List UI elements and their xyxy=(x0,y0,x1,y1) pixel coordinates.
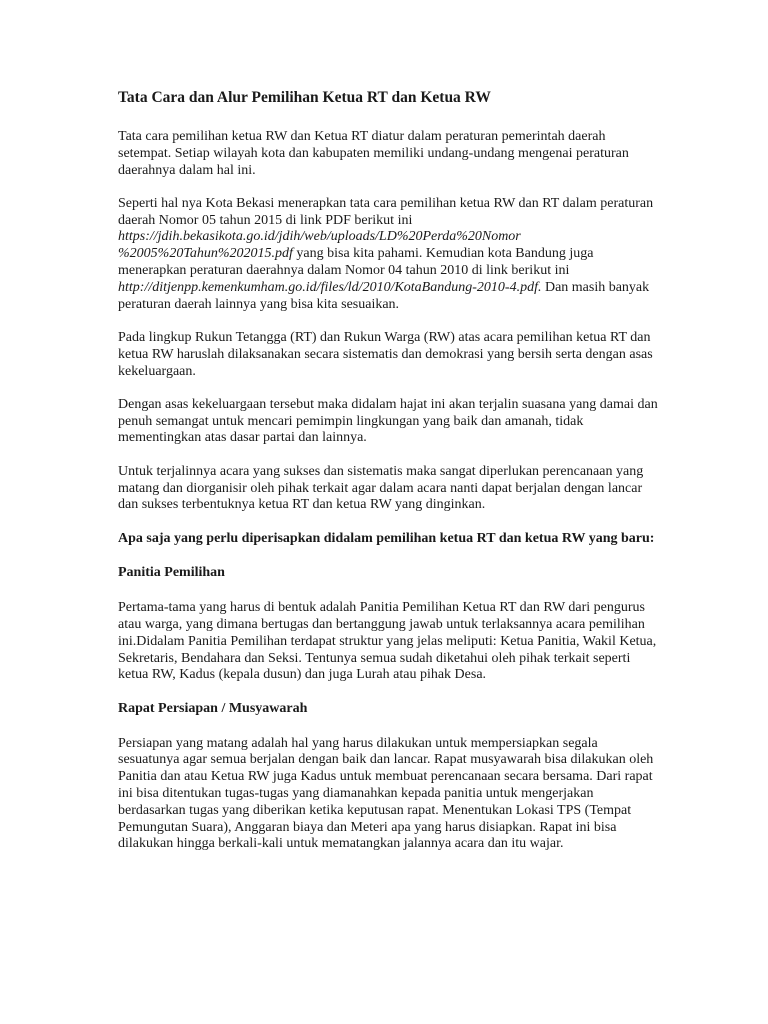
paragraph-regulations-text-a: Seperti hal nya Kota Bekasi menerapkan tata cara pemilihan ketua RW dan RT dalam peraturan daerah Nomor 05 tahun 2015 di link PDF berikut ini xyxy=(118,195,654,228)
bekasi-link-line2: %2005%20Tahun%202015.pdf xyxy=(118,246,293,262)
section-heading-meeting: Rapat Persiapan / Musyawarah xyxy=(118,700,308,716)
paragraph-regulations-text-b: yang bisa kita pahami. Kemudian kota Bandung juga menerapkan peraturan daerahnya dalam Nomor 04 tahun 2010 di link berikut ini xyxy=(118,246,594,279)
section-heading-preparation: Apa saja yang perlu diperisapkan didalam pemilihan ketua RT dan ketua RW yang baru: xyxy=(118,530,655,546)
bekasi-link-line1: https://jdih.bekasikota.go.id/jdih/web/uploads/LD%20Perda%20Nomor xyxy=(118,229,521,245)
paragraph-regulations xyxy=(118,196,658,314)
document-title: Tata Cara dan Alur Pemilihan Ketua RT dan Ketua RW xyxy=(118,89,491,106)
document-page xyxy=(118,88,658,870)
paragraph-kinship: Dengan asas kekeluargaan tersebut maka didalam hajat ini akan terjalin suasana yang damai dan penuh semangat untuk mencari pemimpin lingkungan yang baik dan amanah, tidak mementingkan atas dasar partai dan lainnya. xyxy=(118,396,658,446)
paragraph-meeting: Persiapan yang matang adalah hal yang harus dilakukan untuk mempersiapkan segala sesuatunya agar semua berjalan dengan baik dan lancar. Rapat musyawarah bisa dilakukan oleh Panitia dan atau Ketua RW juga Kadus untuk membuat perencanaan secara bersama. Dari rapat ini bisa ditentukan tugas-tugas yang diamanahkan kepada panitia untuk mengerjakan berdasarkan tugas yang diberikan ketika keputusan rapat. Menentukan Lokasi TPS (Tempat Pemungutan Suara), Anggaran biaya dan Meteri apa yang harus disiapkan. Rapat ini bisa dilakukan hingga berkali-kali untuk mematangkan jalannya acara dan itu wajar. xyxy=(118,735,654,852)
paragraph-planning: Untuk terjalinnya acara yang sukses dan sistematis maka sangat diperlukan perencanaan yang matang dan diorganisir oleh pihak terkait agar dalam acara nanti dapat berjalan dengan lancar dan sukses terbentuknya ketua RT dan ketua RW yang dinginkan. xyxy=(118,463,644,513)
section-heading-committee: Panitia Pemilihan xyxy=(118,565,225,581)
paragraph-intro: Tata cara pemilihan ketua RW dan Ketua RT diatur dalam peraturan pemerintah daerah setempat. Setiap wilayah kota dan kabupaten memiliki undang-undang mengenai peraturan daerahnya dalam hal ini. xyxy=(118,129,629,178)
bandung-regulation-link[interactable]: http://ditjenpp.kemenkumham.go.id/files/ld/2010/KotaBandung-2010-4.pdf. xyxy=(118,279,542,295)
paragraph-regulations-text-c: Dan masih banyak peraturan daerah lainnya yang bisa kita sesuaikan. xyxy=(118,279,650,312)
paragraph-committee: Pertama-tama yang harus di bentuk adalah Panitia Pemilihan Ketua RT dan RW dari pengurus atau warga, yang dimana bertugas dan bertanggung jawab untuk terlaksannya acara pemilihan ini.Didalam Panitia Pemilihan terdapat struktur yang jelas meliputi: Ketua Panitia, Wakil Ketua, Sekretaris, Bendahara dan Seksi. Tentunya semua sudah diketahui oleh pihak terkait seperti ketua RW, Kadus (kepala dusun) dan juga Lurah atau pihak Desa. xyxy=(118,600,657,683)
paragraph-scope: Pada lingkup Rukun Tetangga (RT) dan Rukun Warga (RW) atas acara pemilihan ketua RT dan ketua RW haruslah dilaksanakan secara sistematis dan demokrasi yang bersih serta dengan asas kekeluargaan. xyxy=(118,329,653,379)
